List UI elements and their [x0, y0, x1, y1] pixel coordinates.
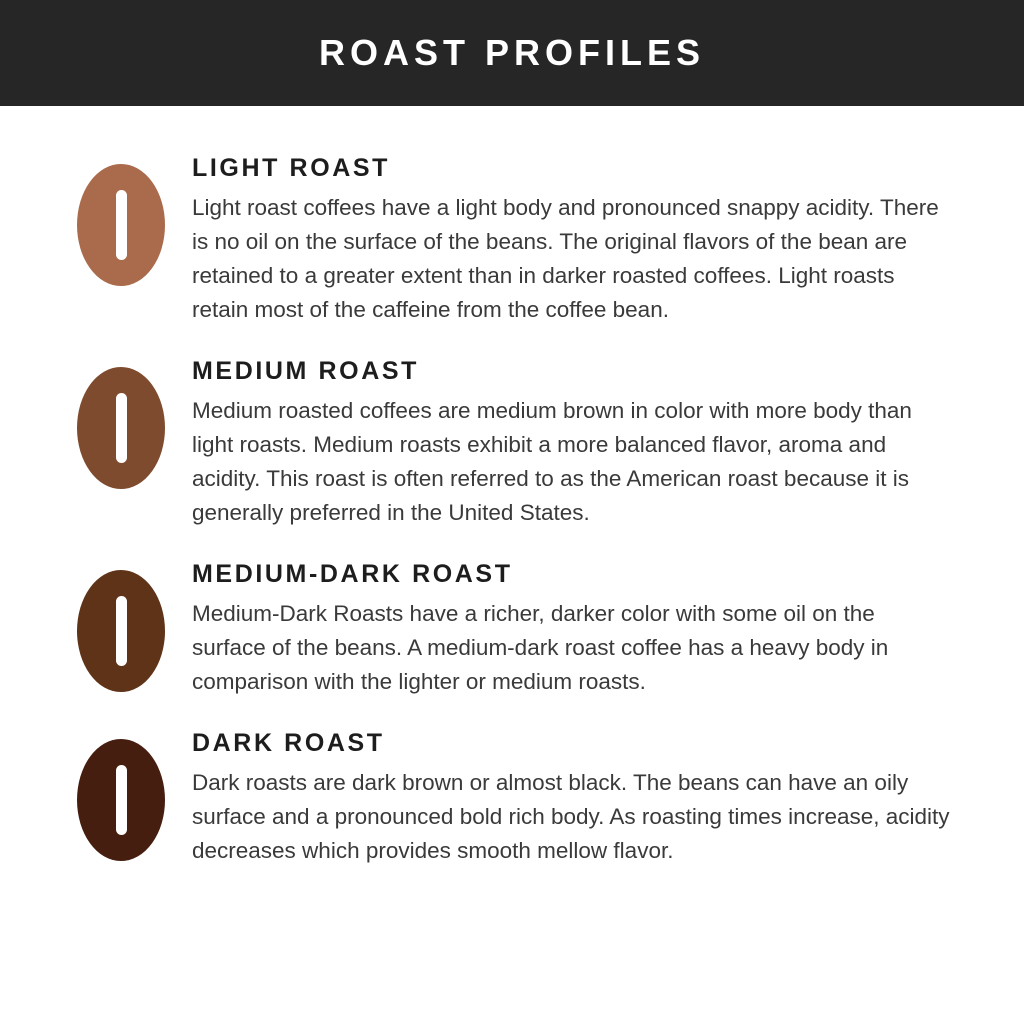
bean-cell — [60, 560, 182, 692]
roast-name-light: LIGHT ROAST — [192, 154, 391, 182]
page-title: ROAST PROFILES — [318, 32, 706, 73]
list-item — [60, 560, 964, 699]
roast-name-medium-dark: MEDIUM-DARK ROAST — [192, 560, 513, 588]
bean-cell — [60, 729, 182, 861]
bean-crease — [116, 596, 127, 666]
bean-crease — [116, 190, 127, 260]
list-item — [60, 357, 964, 530]
poster-header — [0, 0, 1024, 106]
roast-text — [182, 154, 964, 327]
roast-description-light: Light roast coffees have a light body and pronounced snappy acidity. There is no oil on the surface of the beans. The original flavors of the bean are retained to a greater extent than in darker roasted coffees. Light roasts retain most of the caffeine from the coffee bean. — [192, 195, 939, 322]
roast-name-dark: DARK ROAST — [192, 729, 385, 757]
coffee-bean-icon — [77, 570, 165, 692]
bean-cell — [60, 357, 182, 489]
roast-text — [182, 729, 964, 868]
list-item — [60, 154, 964, 327]
bean-crease — [116, 393, 127, 463]
coffee-bean-icon — [77, 164, 165, 286]
roast-description-dark: Dark roasts are dark brown or almost black. The beans can have an oily surface and a pronounced bold rich body. As roasting times increase, acidity decreases which provides smooth mellow flavor. — [192, 770, 950, 863]
roast-description-medium: Medium roasted coffees are medium brown in color with more body than light roasts. Medium roasts exhibit a more balanced flavor, aroma and acidity. This roast is often referred to as the American roast because it is generally preferred in the United States. — [192, 398, 912, 525]
list-item — [60, 729, 964, 868]
coffee-bean-icon — [77, 739, 165, 861]
roast-list — [0, 106, 1024, 868]
roast-description-medium-dark: Medium-Dark Roasts have a richer, darker color with some oil on the surface of the beans. A medium-dark roast coffee has a heavy body in comparison with the lighter or medium roasts. — [192, 601, 889, 694]
coffee-bean-icon — [77, 367, 165, 489]
bean-crease — [116, 765, 127, 835]
roast-name-medium: MEDIUM ROAST — [192, 357, 420, 385]
roast-text — [182, 560, 964, 699]
roast-text — [182, 357, 964, 530]
bean-cell — [60, 154, 182, 286]
